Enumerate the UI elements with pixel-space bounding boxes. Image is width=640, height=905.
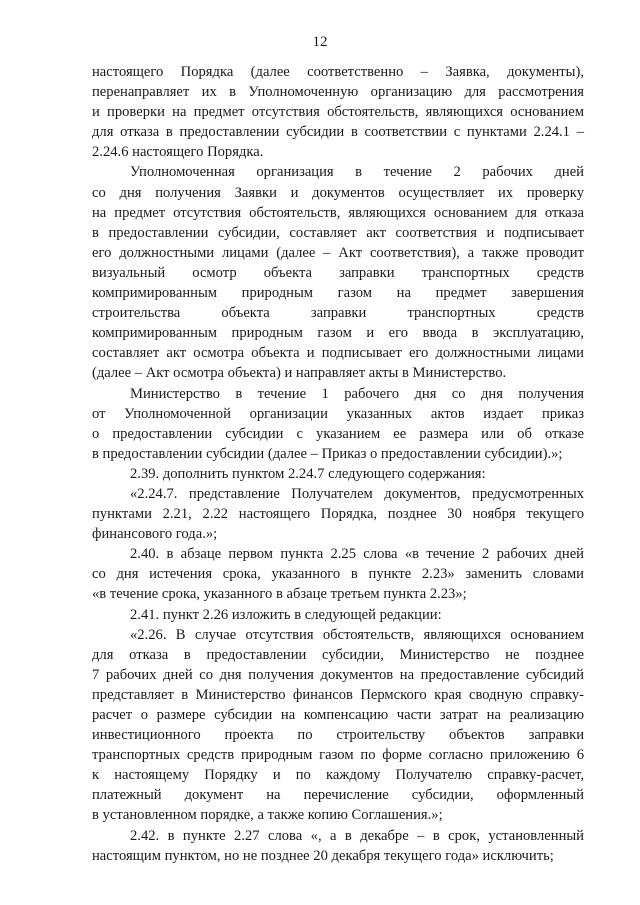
text-line: 2.24.6 настоящего Порядка. <box>92 144 264 161</box>
text-line: в предоставлении субсидии, составляет акт соответствия и подписывает <box>92 224 584 241</box>
text-line: платежный документ на перечисление субсидии, оформленный <box>92 787 584 804</box>
text-line: и проверки на предмет отсутствия обстоятельств, являющихся основанием <box>92 104 584 121</box>
text-line: транспортных средств природным газом по форме согласно приложению 6 <box>92 747 584 764</box>
text-line: «2.24.7. представление Получателем документов, предусмотренных <box>130 485 584 502</box>
text-line: его должностными лицами (далее – Акт соответствия), а также проводит <box>92 244 584 261</box>
text-line: компримированным природным газом и его ввода в эксплуатацию, <box>92 325 584 342</box>
text-line: к настоящему Порядку и по каждому Получателю справку-расчет, <box>92 767 584 784</box>
text-line: настоящего Порядка (далее соответственно – Заявка, документы), <box>92 64 584 80</box>
text-line: Уполномоченная организация в течение 2 рабочих дней <box>130 164 584 181</box>
text-line: 2.39. дополнить пунктом 2.24.7 следующего содержания: <box>130 465 486 482</box>
text-line: на предмет отсутствия обстоятельств, являющихся основанием для отказа <box>92 204 584 221</box>
text-line: для отказа в предоставлении субсидии в соответствии с пунктами 2.24.1 – <box>92 124 584 141</box>
text-line: в предоставлении субсидии (далее – Приказ о предоставлении субсидии).»; <box>92 445 563 462</box>
text-line: 7 рабочих дней со дня получения документов на предоставление субсидий <box>92 666 584 683</box>
page-number: 12 <box>312 34 328 50</box>
text-line: для отказа в предоставлении субсидии, Министерство не позднее <box>92 646 584 663</box>
text-line: визуальный осмотр объекта заправки транспортных средств <box>92 264 584 281</box>
text-line: компримированным природным газом на предмет завершения <box>92 285 584 302</box>
text-line: расчет о размере субсидии на компенсацию части затрат на реализацию <box>92 707 584 723</box>
text-line: со дня истечения срока, указанного в пункте 2.23» заменить словами <box>92 566 584 583</box>
text-line: настоящим пунктом, но не позднее 20 декабря текущего года» исключить; <box>92 847 554 864</box>
text-line: 2.41. пункт 2.26 изложить в следующей редакции: <box>130 606 442 623</box>
text-line: финансового года.»; <box>92 526 218 543</box>
text-line: строительства объекта заправки транспортных средств <box>92 305 584 322</box>
text-line: «2.26. В случае отсутствия обстоятельств, являющихся основанием <box>130 626 584 643</box>
text-line: пунктами 2.21, 2.22 настоящего Порядка, позднее 30 ноября текущего <box>92 506 584 523</box>
text-line: Министерство в течение 1 рабочего дня со дня получения <box>130 385 584 402</box>
text-line: от Уполномоченной организации указанных актов издает приказ <box>92 405 584 422</box>
text-line: «в течение срока, указанного в абзаце третьем пункта 2.23»; <box>92 586 467 603</box>
text-line: инвестиционного проекта по строительству объектов заправки <box>92 727 584 744</box>
text-line: 2.40. в абзаце первом пункта 2.25 слова «в течение 2 рабочих дней <box>130 546 584 563</box>
text-line: о предоставлении субсидии с указанием ее размера или об отказе <box>92 425 584 442</box>
text-line: 2.42. в пункте 2.27 слова «, а в декабре – в срок, установленный <box>130 827 584 844</box>
text-line: (далее – Акт осмотра объекта) и направляет акты в Министерство. <box>92 365 507 382</box>
document-body <box>92 62 584 866</box>
text-line: перенаправляет их в Уполномоченную организацию для рассмотрения <box>92 84 584 101</box>
text-line: составляет акт осмотра объекта и подписывает его должностными лицами <box>92 345 584 362</box>
text-line: в установленном порядке, а также копию Соглашения.»; <box>92 807 443 824</box>
text-line: представляет в Министерство финансов Пермского края сводную справку- <box>92 686 584 703</box>
text-line: со дня получения Заявки и документов осуществляет их проверку <box>92 184 584 201</box>
